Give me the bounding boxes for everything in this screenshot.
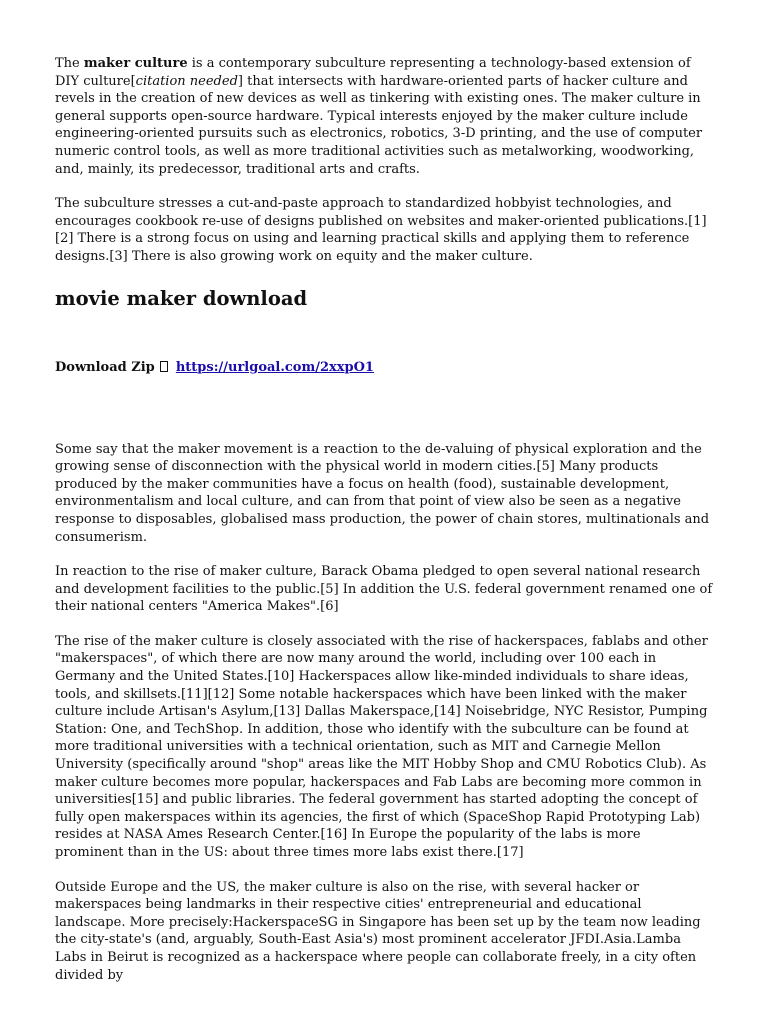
citation-needed-note: citation needed <box>135 73 238 89</box>
missing-glyph-icon <box>160 361 168 372</box>
intro-text-start: The <box>55 56 84 71</box>
body-paragraph-1: Some say that the maker movement is a reaction to the de-valuing of physical exploration and the growing sense of disconnection with the physical world in modern cities.[5] Many products produced by the maker communities have a focus on health (food), sustainable development, environmentalism and local culture, and can from that point of view also be seen as a negative response to disposables, globalised mass production, the power of chain stores, multinationals and consumerism. <box>55 441 710 545</box>
intro-text-end: ] that intersects with hardware-oriented parts of hacker culture and revels in the creation of new devices as well as tinkering with existing ones. The maker culture in general supports open-source hardware. Typical interests enjoyed by the maker culture include engineering-oriented pursuits such as electronics, robotics, 3-D printing, and the use of computer numeric control tools, as well as more traditional activities such as metalworking, woodworking, and, mainly, its predecessor, traditional arts and crafts. <box>55 73 703 177</box>
intro-paragraph-2: The subculture stresses a cut-and-paste approach to standardized hobbyist technologies, and encourages cookbook re-use of designs published on websites and maker-oriented publications.[1][2] There is a strong focus on using and learning practical skills and applying them to reference designs.[3] There is also growing work on equity and the maker culture. <box>55 196 707 264</box>
body-paragraph-4: Outside Europe and the US, the maker culture is also on the rise, with several hacker or makerspaces being landmarks in their respective cities' entrepreneurial and educational landscape. More precisely:HackerspaceSG in Singapore has been set up by the team now leading the city-state's (and, arguably, South-East Asia's) most prominent accelerator JFDI.Asia.Lamba Labs in Beirut is recognized as a hackerspace where people can collaborate freely, in a city often divided by <box>55 879 701 983</box>
intro-text-mid: is a contemporary subculture representing a technology-based extension of DIY culture[ <box>55 56 691 89</box>
intro-paragraph-1 <box>55 55 713 178</box>
download-line <box>55 359 713 377</box>
download-label: Download Zip <box>55 359 155 375</box>
maker-culture-term: maker culture <box>83 56 188 71</box>
body-paragraph-3: The rise of the maker culture is closely associated with the rise of hackerspaces, fablabs and other "makerspaces", of which there are now many around the world, including over 100 each in Germany and the United States.[10] Hackerspaces allow like-minded individuals to share ideas, tools, and skillsets.[11][12] Some notable hackerspaces which have been linked with the maker culture include Artisan's Asylum,[13] Dallas Makerspace,[14] Noisebridge, NYC Resistor, Pumping Station: One, and TechShop. In addition, those who identify with the subculture can be found at more traditional universities with a technical orientation, such as MIT and Carnegie Mellon University (specifically around "shop" areas like the MIT Hobby Shop and CMU Robotics Club). As maker culture becomes more popular, hackerspaces and Fab Labs are becoming more common in universities[15] and public libraries. The federal government has started adopting the concept of fully open makerspaces within its agencies, the first of which (SpaceShop Rapid Prototyping Lab) resides at NASA Ames Research Center.[16] In Europe the popularity of the labs is more prominent than in the US: about three times more labs exist there.[17] <box>55 633 708 860</box>
body-paragraph-2: In reaction to the rise of maker culture, Barack Obama pledged to open several national research and development facilities to the public.[5] In addition the U.S. federal government renamed one of their national centers "America Makes".[6] <box>55 564 713 615</box>
download-link[interactable]: https://urlgoal.com/2xxpO1 <box>175 359 374 375</box>
section-heading: movie maker download <box>55 286 308 310</box>
